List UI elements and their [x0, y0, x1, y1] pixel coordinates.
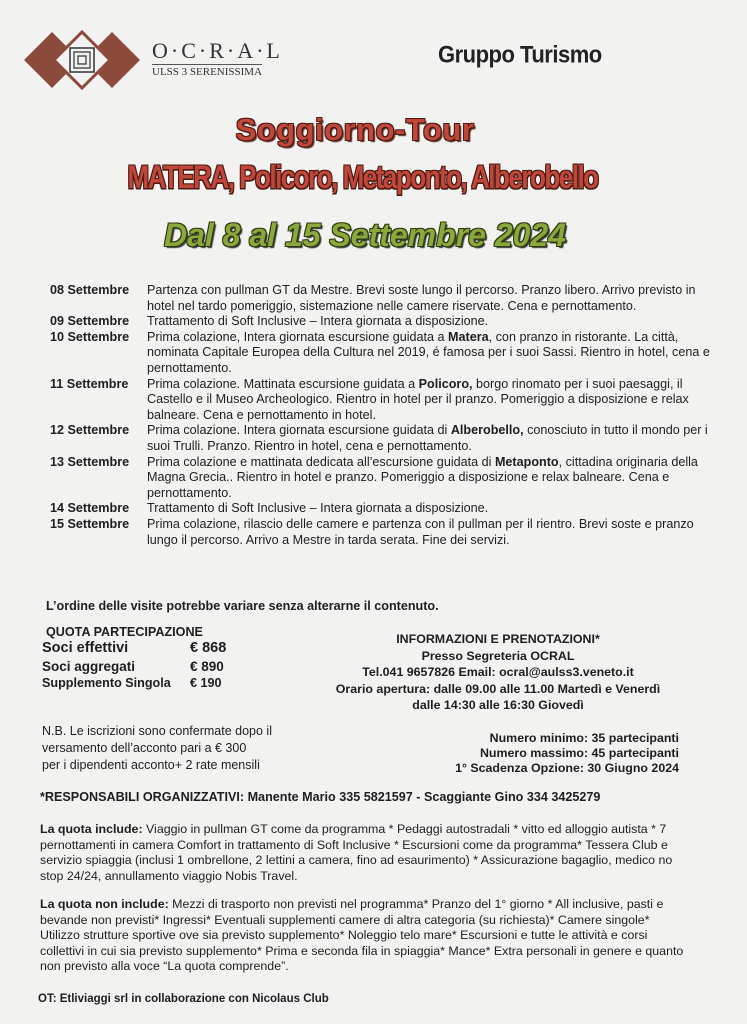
day-text: Prima colazione. Intera giornata escursione guidata di Alberobello, conosciuto in tutto il mondo per i suoi Trulli. Pranzo. Rientro in hotel, cena e pernottamento.	[147, 423, 708, 453]
info-block	[318, 631, 678, 714]
option-deadline: 1° Scadenza Opzione: 30 Giugno 2024	[455, 761, 679, 776]
day-label: 15 Settembre	[50, 516, 130, 531]
day-label: 09 Settembre	[50, 314, 130, 329]
itinerary-day	[50, 330, 720, 377]
min-participants: Numero minimo: 35 partecipanti	[489, 731, 679, 745]
itinerary-day	[50, 314, 720, 330]
dates-title: Dal 8 al 15 Settembre 2024	[163, 217, 566, 253]
place-name: Alberobello,	[450, 423, 524, 438]
org-subtitle: ULSS 3 SERENISSIMA	[152, 66, 263, 78]
price-value: € 868	[190, 640, 227, 656]
day-text: Prima colazione, Intera giornata escursione guidata a Matera, con pranzo in ristorante. La città, nominata Capitale Europea della Cultura nel 2019, é famosa per i suoi Sassi. Rientro in hotel, cena e pernottamento.	[147, 329, 710, 375]
day-text: Prima colazione. Mattinata escursione guidata a Policoro, borgo rinomato per i suoi paesaggi, il Castello e il Museo Archeologico. Rientro in hotel per il pranzo. Pomeriggio a disposizione e relax balneare. Cena e pernottamento in hotel.	[147, 376, 689, 422]
price-value: € 190	[190, 676, 222, 690]
day-label: 10 Settembre	[50, 329, 130, 344]
itinerary	[50, 283, 720, 548]
destinations-title: MATERA, Policoro, Metaponto, Alberobello	[127, 158, 598, 196]
info-title: INFORMAZIONI E PRENOTAZIONI*	[396, 632, 600, 646]
itinerary-day	[50, 501, 720, 517]
price-value: € 890	[190, 659, 224, 674]
tour-operator: OT: Etliviaggi srl in collaborazione con Nicolaus Club	[38, 993, 329, 1005]
place-name: Matera	[448, 329, 489, 344]
itinerary-day	[50, 423, 720, 454]
quota-excludes: La quota non include: Mezzi di trasporto non previsti nel programma* Pranzo del 1° giorno * All inclusive, pasti e bevande non previsti* Ingressi* Eventuali supplementi camere di altra categoria (su richiesta)* Camere singole* Utilizzo strutture sportive ove sia previsto supplemento* Noleggio telo mare* Escursioni e tutte le attività e corsi collettivi in cui sia previsto supplemento* Prima e seconda fila in spiaggia* Mance* Extra personali in genere e quanto non previsto alla voce “La quota comprende”.	[40, 897, 684, 973]
price-row-supplemento	[42, 676, 222, 690]
day-label: 14 Settembre	[50, 501, 130, 516]
place-name: Policoro,	[418, 376, 473, 391]
ocral-logo-icon	[24, 30, 140, 90]
price-row-soci-effettivi	[42, 640, 226, 656]
quota-title: QUOTA PARTECIPAZIONE	[46, 625, 203, 639]
itinerary-day	[50, 455, 720, 502]
day-text: Trattamento di Soft Inclusive – Intera giornata a disposizione.	[147, 314, 489, 329]
price-label: Soci aggregati	[42, 659, 136, 674]
info-hours-thursday: dalle 14:30 alle 16:30 Giovedì	[412, 698, 584, 712]
price-label: Supplemento Singola	[42, 676, 171, 690]
price-label: Soci effettivi	[42, 640, 129, 656]
place-name: Metaponto	[494, 454, 559, 469]
organizers: *RESPONSABILI ORGANIZZATIVI: Manente Mario 335 5821597 - Scaggiante Gino 334 3425279	[40, 790, 601, 804]
itinerary-day	[50, 283, 720, 314]
day-label: 13 Settembre	[50, 454, 130, 469]
itinerary-day	[50, 517, 720, 548]
day-label: 08 Settembre	[50, 283, 130, 297]
itinerary-day	[50, 377, 720, 424]
order-notice: L’ordine delle visite potrebbe variare senza alterarne il contenuto.	[46, 599, 439, 613]
info-line: Presso Segreteria OCRAL	[421, 648, 575, 663]
max-participants: Numero massimo: 45 partecipanti	[479, 746, 679, 761]
participant-numbers	[444, 731, 679, 777]
nb-note: N.B. Le iscrizioni sono confermate dopo il versamento dell’acconto pari a € 300 per i dipendenti acconto+ 2 rate mensili	[42, 724, 272, 772]
org-name: O·C·R·A·L	[152, 38, 283, 63]
info-contact: Tel.041 9657826 Email: ocral@aulss3.veneto.it	[362, 665, 634, 679]
day-label: 11 Settembre	[50, 376, 129, 391]
price-row-soci-aggregati	[42, 659, 224, 674]
quota-includes: La quota include: Viaggio in pullman GT come da programma * Pedaggi autostradali * vitto ed alloggio autista * 7 pernottamenti in camera Comfort in trattamento di Soft Inclusive * Escursioni come da programma* Tessera Club e servizio spiaggia (inclusi 1 ombrellone, 2 lettini a camera, fino ad esaurimento) * Assicurazione bagaglio, medico no stop 24/24, annullamento viaggio Nobis Travel.	[40, 822, 673, 883]
day-label: 12 Settembre	[50, 423, 130, 438]
day-text: Partenza con pullman GT da Mestre. Brevi soste lungo il percorso. Pranzo libero. Arrivo previsto in hotel nel tardo pomeriggio, sistemazione nelle camere riservate. Cena e pernottamento.	[147, 283, 696, 313]
main-title: Soggiorno-Tour	[235, 112, 475, 147]
day-text: Prima colazione e mattinata dedicata all’escursione guidata di Metaponto, cittadina originaria della Magna Grecia.. Rientro in hotel e pranzo. Pomeriggio a disposizione e relax balneare. Cena e pernottamento.	[147, 454, 698, 500]
info-hours: Orario apertura: dalle 09.00 alle 11.00 Martedì e Venerdì	[335, 681, 661, 696]
day-text: Trattamento di Soft Inclusive – Intera giornata a disposizione.	[147, 501, 489, 516]
day-text: Prima colazione, rilascio delle camere e partenza con il pullman per il rientro. Brevi soste e pranzo lungo il percorso. Arrivo a Mestre in tarda serata. Fine dei servizi.	[147, 516, 694, 547]
group-title: Gruppo Turismo	[438, 40, 602, 69]
